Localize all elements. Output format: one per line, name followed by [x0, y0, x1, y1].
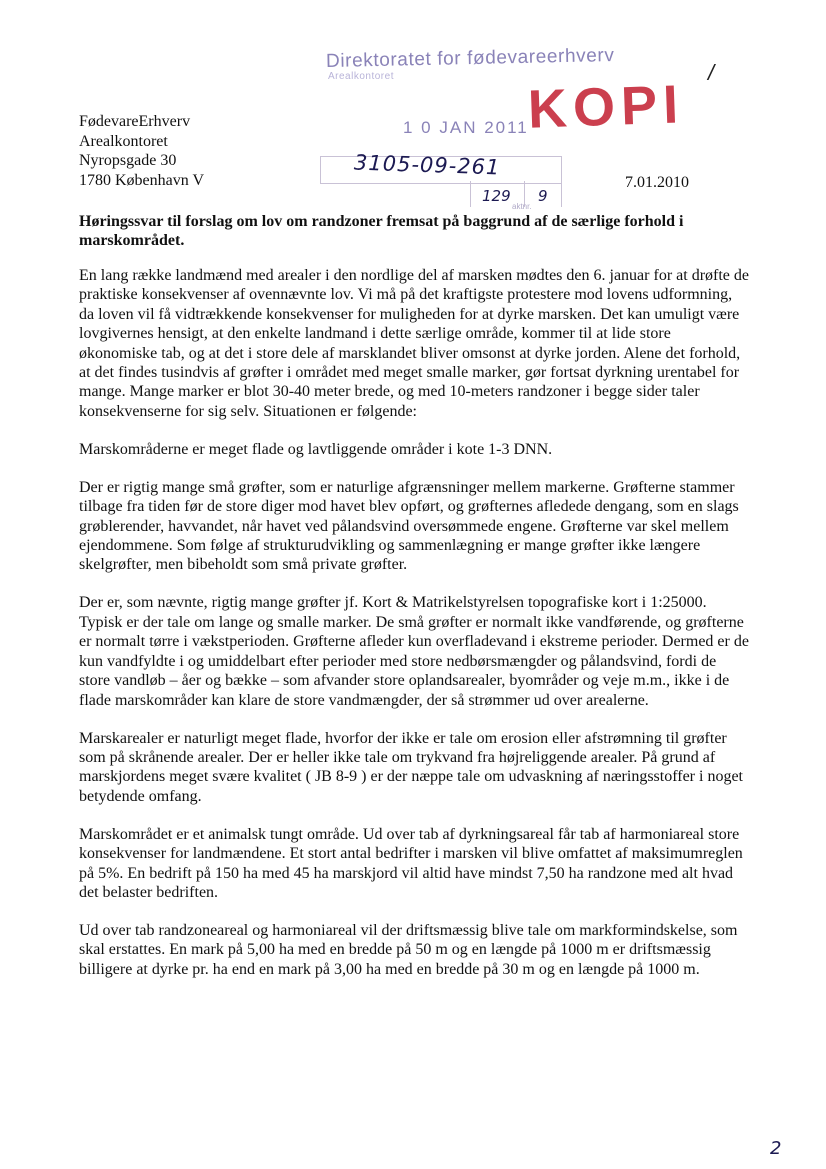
address-line: Nyropsgade 30	[79, 152, 177, 170]
address-line: 1780 København V	[79, 171, 205, 189]
journal-sub-label: aktnr.	[512, 202, 532, 211]
body-paragraph: Marskområderne er meget flade og lavtliggende områder i kote 1-3 DNN.	[79, 440, 553, 458]
body-paragraph: Marskarealer er naturligt meget flade, hvorfor der ikke er tale om erosion eller afstrømning til grøfter som på skrånende arealer. Der er heller ikke tale om trykvand fra højreliggende arealer. På grund af marskjordens meget svære kvalitet ( JB 8-9 ) er der næppe tale om udvaskning af næringsstoffer i noget betydende omfang.	[79, 729, 743, 805]
body-paragraph: En lang række landmænd med arealer i den nordlige del af marsken mødtes den 6. januar for at drøfte de praktiske konsekvenser af ovennævnte lov. Vi må på det kraftigste protestere mod lovens udformning, da loven vil få vidtrækkende konsekvenser for muligheden for at dyrke marsken. Det kan umuligt være lovgivernes hensigt, at den enkelte landmand i dette særlige område, kommer til at lide store økonomiske tab, og at det i store dele af marsklandet bliver omsonst at dyrke jorden. Alene det forhold, at det findes tusindvis af grøfter i området med meget smalle marker, gør fortsat dyrkning urentabel for mange. Mange marker er blot 30-40 meter brede, og med 10-meters randzoner i begge sider taler konsekvenserne for sig selv. Situationen er følgende:	[79, 267, 749, 420]
recipient-address	[79, 112, 204, 190]
body-paragraph: Der er rigtig mange små grøfter, som er naturlige afgrænsninger mellem markerne. Grøfterne stammer tilbage fra tiden før de store diger mod havet blev opført, og grøfternes afledede dengang, som en slags grøblerender, havvandet, når havet ved pålandsvind oversømmede engene. Grøfterne var skel mellem ejendommene. Som følge af strukturudvikling og sammenlægning er mange grøfter ikke længere skelgrøfter, men bibeholdt som små private grøfter.	[79, 478, 739, 574]
kopi-stamp: KOPI	[527, 74, 686, 140]
letter-body	[79, 266, 751, 998]
body-paragraph: Ud over tab randzoneareal og harmoniareal vil der driftsmæssig blive tale om markformindskelse, som skal erstattes. En mark på 5,00 ha med en bredde på 50 m og en længde på 1000 m er driftsmæssig billigere at dyrke pr. ha end en mark på 3,00 ha med en bredde på 30 m og en længde på 1000 m.	[79, 921, 738, 978]
authority-stamp: Direktoratet for fødevareerhverv	[325, 44, 615, 73]
handwritten-slash: /	[708, 60, 715, 85]
journal-sub-b: 9	[538, 187, 548, 205]
journal-sub-a: 129	[482, 187, 511, 205]
letter-date: 7.01.2010	[625, 174, 689, 191]
received-date-stamp: 1 0 JAN 2011	[403, 118, 529, 137]
body-paragraph: Marskområdet er et animalsk tungt område. Ud over tab af dyrkningsareal får tab af harmoniareal store konsekvenser for landmændene. Et stort antal bedrifter i marsken vil blive omfattet af maksimumreglen på 5%. En bedrift på 150 ha med 45 ha marskjord vil altid have mindst 7,50 ha randzone med alt hvad det belaster bedriften.	[79, 825, 743, 901]
handwritten-page-number: 2	[770, 1138, 782, 1159]
address-line: Arealkontoret	[79, 132, 168, 150]
address-line: FødevareErhverv	[79, 113, 191, 130]
department-stamp: Arealkontoret	[328, 71, 394, 82]
journal-number: 3105-09-261	[353, 150, 501, 180]
letter-subject: Høringssvar til forslag om lov om randzoner fremsat på baggrund af de særlige forhold i marskområdet.	[79, 213, 684, 249]
body-paragraph: Der er, som nævnte, rigtig mange grøfter jf. Kort & Matrikelstyrelsen topografiske kort i 1:25000. Typisk er der tale om lange og smalle marker. De små grøfter er normalt ikke vandførende, og grøfterne er normalt tørre i vækstperioden. Grøfterne afleder kun overfladevand i ekstreme perioder. Dermed er de kun vandfyldte i og umiddelbart efter perioder med store nedbørsmængder og pålandsvind, fordi de store vandløb – åer og bække – som afvander store oplandsarealer, byområder og veje m.m., ikke i de flade marskområder kan klare de store vandmængder, der så strømmer ud over arealerne.	[79, 594, 749, 709]
